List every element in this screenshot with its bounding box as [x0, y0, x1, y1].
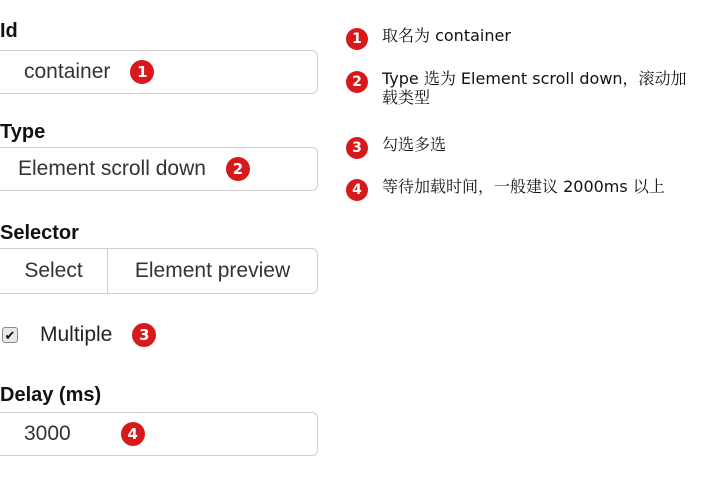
id-input[interactable]	[0, 50, 318, 94]
step-badge-1: 1	[130, 60, 154, 84]
note-text-1: 取名为 container	[382, 26, 511, 45]
note-1	[346, 26, 706, 69]
selector-button-group	[0, 248, 318, 294]
note-text-4: 等待加载时间，一般建议 2000ms 以上	[382, 177, 665, 196]
note-badge-2: 2	[346, 71, 368, 93]
multiple-row	[0, 318, 156, 352]
multiple-label: Multiple	[40, 323, 113, 346]
delay-input[interactable]	[0, 412, 318, 456]
delay-value: 3000	[24, 422, 71, 445]
type-value: Element scroll down	[18, 157, 206, 180]
select-button[interactable]: Select	[0, 249, 108, 293]
note-badge-1: 1	[346, 28, 368, 50]
type-label: Type	[0, 121, 46, 143]
step-badge-3: 3	[132, 323, 156, 347]
step-badge-4: 4	[121, 422, 145, 446]
note-badge-4: 4	[346, 179, 368, 201]
type-select[interactable]	[0, 147, 318, 191]
selector-label: Selector	[0, 222, 79, 244]
note-text-3: 勾选多选	[382, 135, 447, 154]
note-text-2: Type 选为 Element scroll down，滚动加载类型	[382, 69, 687, 107]
note-4	[346, 177, 706, 201]
id-label: Id	[0, 20, 18, 42]
multiple-checkbox[interactable]: ✔	[2, 327, 18, 343]
id-value: container	[24, 60, 111, 83]
delay-label: Delay (ms)	[0, 384, 102, 406]
note-2	[346, 69, 706, 135]
note-badge-3: 3	[346, 137, 368, 159]
annotation-notes	[346, 26, 706, 201]
note-3	[346, 135, 706, 177]
step-badge-2: 2	[226, 157, 250, 181]
element-preview-button[interactable]: Element preview	[134, 259, 291, 282]
